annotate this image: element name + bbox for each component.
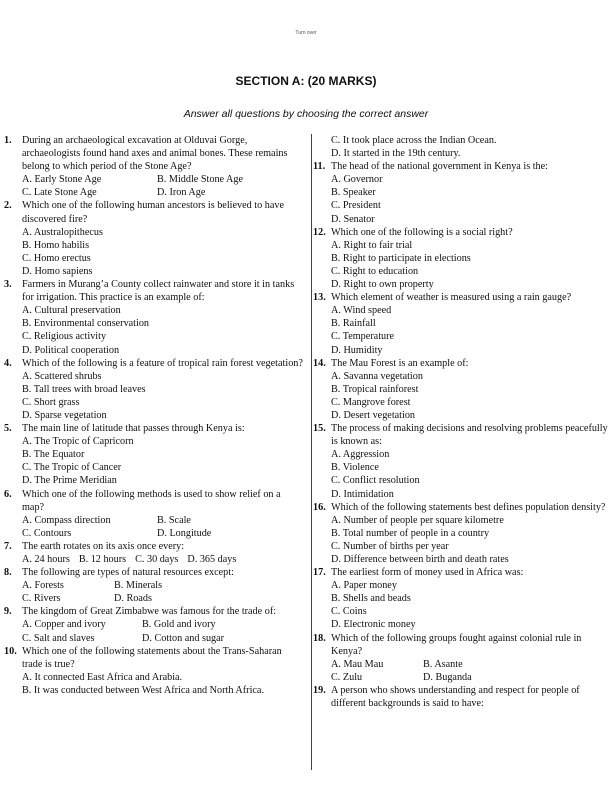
question-text: Which of the following is a feature of tropical rain forest vegetation? (22, 357, 303, 369)
option-c[interactable]: C. Temperature (331, 331, 395, 343)
option-b[interactable]: B. Total number of people in a country (331, 527, 490, 539)
question-text: Farmers in Murang’a County collect rainwater and store it in tanks for irrigation. This practice is an example of: (22, 279, 295, 304)
option-b[interactable]: B. Tall trees with broad leaves (22, 383, 146, 395)
option-d[interactable]: D. Difference between birth and death rates (331, 554, 509, 565)
question-14 (313, 357, 609, 422)
option-d[interactable]: D. Electronic money (331, 619, 416, 631)
option-d[interactable]: D. Homo sapiens (22, 265, 93, 277)
question-number: 11. (313, 161, 326, 173)
option-b[interactable]: B. Gold and ivory (142, 619, 216, 631)
option-d[interactable]: D. The Prime Meridian (22, 475, 117, 487)
option-a[interactable]: A. Mau Mau (331, 658, 384, 670)
option-c[interactable]: C. Salt and slaves (22, 632, 95, 644)
option-row (22, 632, 304, 645)
option-a[interactable]: A. Early Stone Age (22, 174, 102, 186)
question-number: 12. (313, 226, 326, 238)
question-number: 14. (313, 357, 326, 369)
question-text: The process of making decisions and resolving problems peacefully is known as: (331, 423, 608, 448)
option-row (22, 527, 304, 540)
option-d[interactable]: D. 365 days (187, 554, 237, 565)
option-row (22, 579, 304, 592)
question-number: 16. (313, 501, 326, 513)
option-d[interactable]: D. Political cooperation (22, 344, 120, 356)
question-17 (313, 566, 609, 631)
option-b[interactable]: B. Environmental conservation (22, 318, 150, 330)
question-text: The Mau Forest is an example of: (331, 357, 469, 369)
question-number: 7. (4, 540, 12, 552)
question-10 (4, 645, 304, 697)
right-column (313, 134, 609, 710)
question-6 (4, 488, 304, 540)
option-d[interactable]: D. Longitude (157, 527, 212, 539)
option-c[interactable]: C. Late Stone Age (22, 187, 97, 199)
question-text: Which of the following groups fought against colonial rule in Kenya? (331, 632, 582, 657)
option-c[interactable]: C. Number of births per year (331, 540, 449, 552)
option-b[interactable]: B. Asante (423, 658, 463, 670)
option-d[interactable]: D. Senator (331, 213, 375, 225)
option-a[interactable]: A. Copper and ivory (22, 619, 106, 631)
option-a[interactable]: A. Wind speed (331, 305, 392, 317)
option-c[interactable]: C. Homo erectus (22, 252, 91, 264)
option-row (331, 658, 609, 671)
option-a[interactable]: A. Compass direction (22, 514, 111, 526)
question-13 (313, 291, 609, 356)
option-row (22, 173, 304, 186)
question-8 (4, 566, 304, 605)
option-row (22, 618, 304, 631)
option-b[interactable]: B. Rainfall (331, 318, 376, 330)
question-12 (313, 226, 609, 291)
option-a[interactable]: A. Governor (331, 174, 383, 186)
question-10-continued (313, 134, 609, 160)
left-column (4, 134, 304, 697)
question-5 (4, 422, 304, 487)
question-text: The following are types of natural resources except: (22, 567, 234, 579)
option-a[interactable]: A. Right to fair trial (331, 239, 413, 251)
question-text: The earth rotates on its axis once every: (22, 540, 185, 552)
option-row (331, 671, 609, 684)
question-number: 19. (313, 684, 326, 696)
option-b[interactable]: B. It was conducted between West Africa and North Africa. (22, 684, 264, 696)
option-c[interactable]: C. Conflict resolution (331, 475, 420, 487)
question-text: Which one of the following human ancestors is believed to have discovered fire? (22, 200, 284, 225)
option-a[interactable]: A. 24 hours (22, 554, 70, 565)
instructions: Answer all questions by choosing the correct answer (183, 108, 429, 120)
option-a[interactable]: A. The Tropic of Capricorn (22, 436, 134, 448)
question-15 (313, 422, 609, 501)
question-number: 5. (4, 423, 12, 435)
option-a[interactable]: A. Australopithecus (22, 226, 103, 238)
question-text: The kingdom of Great Zimbabwe was famous for the trade of: (22, 606, 277, 618)
option-b[interactable]: B. Homo habilis (22, 239, 90, 251)
question-text: The main line of latitude that passes through Kenya is: (22, 423, 245, 435)
option-c[interactable]: C. It took place across the Indian Ocean. (331, 135, 497, 146)
option-d[interactable]: D. Iron Age (157, 187, 206, 199)
question-text: Which one of the following is a social right? (331, 226, 513, 238)
option-b[interactable]: B. Shells and beads (331, 593, 411, 605)
question-4 (4, 357, 304, 422)
question-3 (4, 278, 304, 357)
question-1 (4, 134, 304, 199)
question-number: 1. (4, 135, 12, 146)
option-a[interactable]: A. Scattered shrubs (22, 370, 102, 382)
option-b[interactable]: B. The Equator (22, 449, 85, 461)
option-d[interactable]: D. Right to own property (331, 279, 434, 291)
question-text: A person who shows understanding and respect for people of different backgrounds is said to have: (331, 684, 580, 710)
option-d[interactable]: D. Cotton and sugar (142, 632, 225, 644)
question-9 (4, 605, 304, 644)
option-d[interactable]: D. Desert vegetation (331, 409, 416, 421)
option-d[interactable]: D. Buganda (423, 671, 472, 683)
question-text: Which one of the following statements about the Trans-Saharan trade is true? (22, 645, 282, 670)
option-b[interactable]: B. 12 hours (78, 554, 127, 565)
question-number: 10. (4, 645, 17, 657)
option-b[interactable]: B. Tropical rainforest (331, 383, 419, 395)
question-number: 18. (313, 632, 326, 644)
option-row (22, 186, 304, 199)
question-number: 3. (4, 279, 12, 291)
option-c[interactable]: C. President (331, 200, 381, 212)
option-b[interactable]: B. Violence (331, 462, 379, 474)
option-c[interactable]: C. Right to education (331, 265, 419, 277)
question-16 (313, 501, 609, 566)
question-19 (313, 684, 609, 710)
option-c[interactable]: C. Contours (22, 527, 72, 539)
option-d[interactable]: D. Roads (114, 593, 152, 605)
question-text: The head of the national government in Kenya is the: (331, 161, 548, 173)
question-text: Which of the following statements best defines population density? (331, 501, 606, 513)
option-d[interactable]: D. It started in the 19th century. (331, 148, 461, 160)
question-text: Which element of weather is measured using a rain gauge? (331, 292, 572, 304)
question-2 (4, 199, 304, 278)
option-c[interactable]: C. Coins (331, 606, 367, 618)
question-number: 17. (313, 567, 326, 579)
option-b[interactable]: B. Right to participate in elections (331, 252, 471, 264)
option-row (22, 553, 304, 566)
question-text: During an archaeological excavation at Olduvai Gorge, archaeologists found hand axes and animal bones. These remains belong to which period of the Stone Age? (22, 135, 288, 173)
column-divider (311, 134, 312, 770)
option-b[interactable]: B. Minerals (114, 580, 163, 592)
option-b[interactable]: B. Scale (157, 514, 191, 526)
option-b[interactable]: B. Speaker (331, 187, 376, 199)
option-d[interactable]: D. Sparse vegetation (22, 409, 107, 421)
page-header-note: Turn over (295, 30, 317, 36)
question-number: 8. (4, 567, 12, 579)
option-d[interactable]: D. Intimidation (331, 488, 394, 500)
option-c[interactable]: C. Religious activity (22, 331, 107, 343)
option-a[interactable]: A. It connected East Africa and Arabia. (22, 671, 183, 683)
question-18 (313, 632, 609, 684)
question-text: Which one of the following methods is used to show relief on a map? (22, 488, 281, 513)
option-row (22, 592, 304, 605)
option-c[interactable]: C. 30 days (135, 554, 179, 565)
option-a[interactable]: A. Forests (22, 580, 64, 592)
option-c[interactable]: C. Short grass (22, 396, 80, 408)
option-a[interactable]: A. Cultural preservation (22, 305, 121, 317)
option-d[interactable]: D. Humidity (331, 344, 383, 356)
question-7 (4, 540, 304, 566)
option-c[interactable]: C. Mangrove forest (331, 396, 411, 408)
question-number: 4. (4, 357, 12, 369)
option-a[interactable]: A. Number of people per square kilometre (331, 514, 504, 526)
option-c[interactable]: C. Zulu (331, 671, 363, 683)
option-b[interactable]: B. Middle Stone Age (157, 174, 244, 186)
option-row (22, 514, 304, 527)
question-number: 9. (4, 606, 12, 618)
option-c[interactable]: C. The Tropic of Cancer (22, 462, 122, 474)
question-number: 6. (4, 488, 12, 500)
section-title: SECTION A: (20 MARKS) (235, 74, 377, 88)
option-a[interactable]: A. Aggression (331, 449, 390, 461)
option-c[interactable]: C. Rivers (22, 593, 61, 605)
question-11 (313, 160, 609, 225)
question-number: 2. (4, 200, 12, 212)
question-text: The earliest form of money used in Africa was: (331, 567, 524, 579)
option-a[interactable]: A. Paper money (331, 580, 397, 592)
question-number: 13. (313, 292, 326, 304)
option-a[interactable]: A. Savanna vegetation (331, 370, 423, 382)
question-number: 15. (313, 423, 326, 435)
